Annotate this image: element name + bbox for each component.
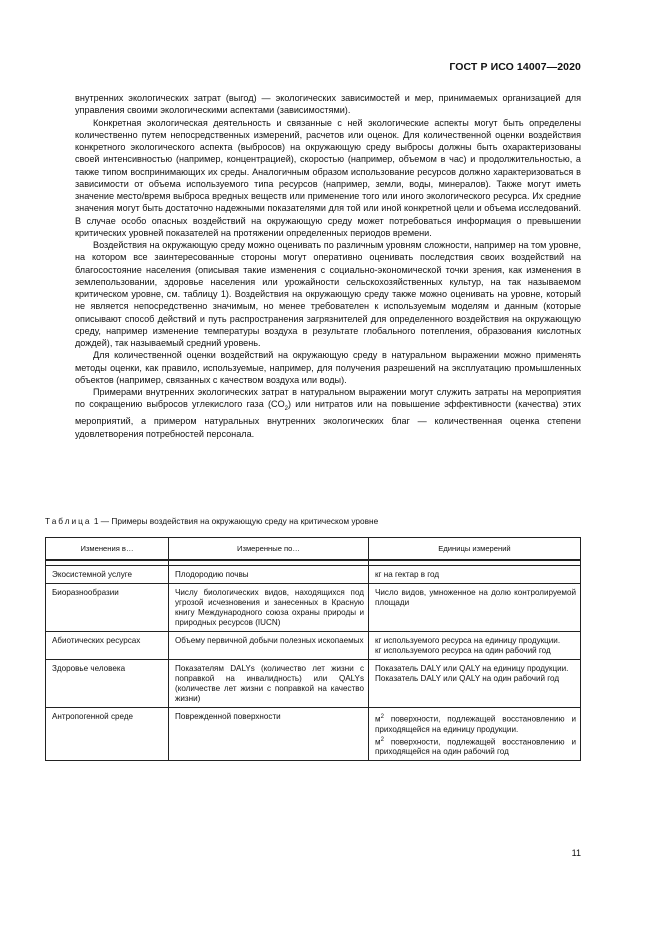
paragraph-text: ) или нитратов или на повышение эффективности (качества) этих мероприятий, а примером натуральных внутренних экологических благ — количественная оценка степени удовлетворения потребностей персонала. bbox=[75, 399, 581, 439]
table-caption-label: Таблица bbox=[45, 516, 92, 526]
table-caption-text: 1 — Примеры воздействия на окружающую среду на критическом уровне bbox=[93, 516, 379, 526]
measured-cell: Объему первичной добычи полезных ископаемых bbox=[169, 632, 369, 660]
change-cell: Экосистемной услуге bbox=[46, 566, 169, 584]
header-cell: Единицы измерений bbox=[369, 538, 581, 561]
paragraph-text: Примерами внутренних экологических затрат в натуральном выражении могут служить затраты на мероприятия по сокращению выбросов углекислого газа (CO bbox=[75, 387, 581, 410]
units-line bbox=[375, 735, 576, 758]
paragraph: Воздействия на окружающую среду можно оценивать по различным уровням сложности, например на том уровне, на котором все заинтересованные стороны могут оперативно оценивать последствия своих воздействий на благосостояние населения (описывая такие изменения с социально-экономической точки зрения, как изменения в землепользовании, здоровье населения или урожайности сельскохозяйственных культур, на так называемом критическом уровне, см. таблицу 1). Воздействия на окружающую среду также можно оценивать на уровне, который не является непосредственно значимым, но менее требователен к используемым моделям и данным (которые описывают способ действий и путь распространения загрязнителей для определенного воздействия на окружающую среду, например изменение температуры воздуха в результате глобального потепления, образования кислотных дождей), так называемый средний уровень. bbox=[75, 240, 581, 348]
measured-cell: Плодородию почвы bbox=[169, 566, 369, 584]
paragraph: внутренних экологических затрат (выгод) — экологических зависимостей и мер, принимаемых организацией для управления своими экологическими аспектами (зависимостями). bbox=[75, 93, 581, 116]
measured-cell: Поврежденной поверхности bbox=[169, 708, 369, 761]
paragraph: Конкретная экологическая деятельность и связанные с ней экологические аспекты могут быть определены количественно путем непосредственных измерений, расчетов или оценок. Для количественной оценки воздействия конкретного экологического аспекта (выбросов) на окружающую среду выбросы должны быть охарактеризованы своей интенсивностью (например, концентрацией), скоростью (например, объемом в час) и продолжительностью, а также типом воспринимающих их среды. Аналогичным образом использование ресурсов должно характеризоваться в зависимости от объема используемого типа ресурсов (например, земли, воды, минералов). Также могут иметь значение место/время выброса вредных веществ или применение того или иного экологического ресурса. Их средние значения могут быть достаточно надежными показателями для той или иной конкретной цели и объема исследований. В случае особо опасных воздействий на окружающую среду может потребоваться информация о превышении критических уровней показателей на протяжении определенных периодов времени. bbox=[75, 117, 581, 238]
table-row bbox=[46, 632, 581, 660]
unit-symbol: м bbox=[375, 714, 381, 724]
table-row bbox=[46, 708, 581, 761]
unit-symbol: м bbox=[375, 737, 381, 747]
units-cell: Число видов, умноженное на долю контролируемой площади bbox=[369, 584, 581, 632]
units-cell bbox=[369, 708, 581, 761]
subscript: 2 bbox=[284, 406, 288, 413]
change-cell: Антропогенной среде bbox=[46, 708, 169, 761]
units-cell: кг на гектар в год bbox=[369, 566, 581, 584]
change-cell: Здоровье человека bbox=[46, 660, 169, 708]
units-cell bbox=[369, 660, 581, 708]
page-number: 11 bbox=[571, 848, 581, 858]
impact-table bbox=[45, 537, 581, 761]
change-cell: Абиотических ресурсах bbox=[46, 632, 169, 660]
units-text: поверхности, подлежащей восстановлению и приходящейся на один рабочий год bbox=[375, 737, 576, 757]
paragraph: Для количественной оценки воздействий на окружающую среду в натуральном выражении можно применять методы оценки, как правило, используемые, например, для получения разрешений на эксплуатацию промышленных объектов (например, связанных с качеством воздуха или воды). bbox=[75, 350, 581, 385]
table-row bbox=[46, 584, 581, 632]
table-row bbox=[46, 660, 581, 708]
units-line: кг используемого ресурса на единицу продукции. bbox=[375, 636, 561, 645]
units-line: кг используемого ресурса на один рабочий год bbox=[375, 646, 551, 655]
units-line: Показатель DALY или QALY на один рабочий год bbox=[375, 674, 560, 683]
header-cell: Измеренные по… bbox=[169, 538, 369, 561]
measured-cell: Показателям DALYs (количество лет жизни с поправкой на инвалидность) или QALYs (количестве лет жизни с поправкой на качество жизни) bbox=[169, 660, 369, 708]
superscript: 2 bbox=[380, 736, 384, 743]
header-cell: Изменения в… bbox=[46, 538, 169, 561]
units-cell bbox=[369, 632, 581, 660]
paragraph bbox=[75, 386, 581, 440]
table-row bbox=[46, 566, 581, 584]
units-line: Показатель DALY или QALY на единицу продукции. bbox=[375, 664, 569, 673]
change-cell: Биоразнообразии bbox=[46, 584, 169, 632]
standard-header: ГОСТ Р ИСО 14007—2020 bbox=[449, 61, 581, 73]
body-text bbox=[75, 92, 581, 440]
measured-cell: Числу биологических видов, находящихся под угрозой исчезновения и занесенных в Красную книгу Международного союза охраны природы и природных ресурсов (IUCN) bbox=[169, 584, 369, 632]
table-caption bbox=[45, 516, 378, 526]
units-text: поверхности, подлежащей восстановлению и приходящейся на единицу продукции. bbox=[375, 714, 576, 734]
table-header-row bbox=[46, 538, 581, 561]
units-line bbox=[375, 712, 576, 735]
superscript: 2 bbox=[380, 714, 384, 720]
